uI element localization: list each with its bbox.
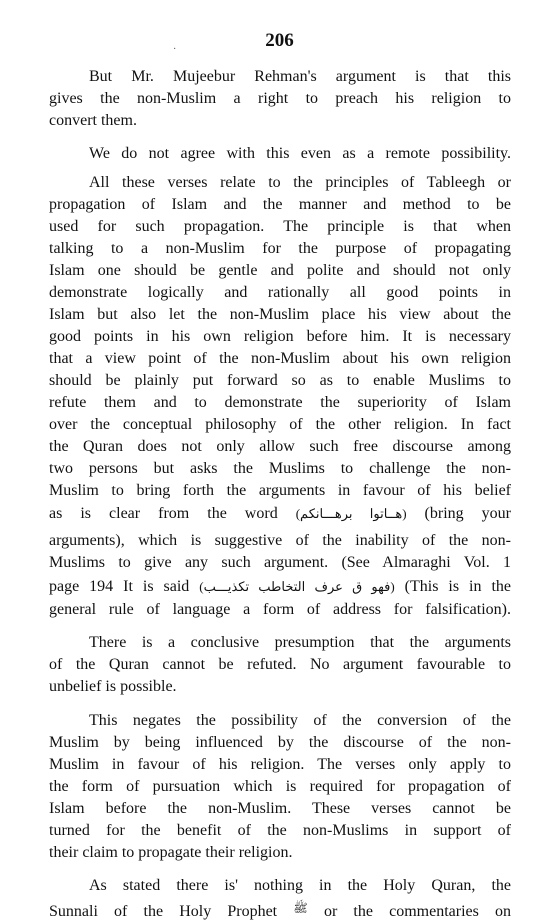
- text-line: Muslim to bring forth the arguments in favour of his belief: [49, 482, 511, 499]
- text-line: propagation of Islam and the manner and method to be: [49, 196, 511, 213]
- honorific-symbol: ﷺ: [293, 901, 308, 915]
- text-line: There is a conclusive presumption that the arguments: [89, 634, 511, 651]
- text-line: refute them and to demonstrate the superiority of Islam: [49, 394, 511, 411]
- text-line: turned for the benefit of the non-Muslims in support of: [49, 822, 511, 839]
- text-line: Islam one should be gentle and polite and should not only: [49, 262, 511, 279]
- text-line: that a view point of the non-Muslim about his own religion: [49, 350, 511, 367]
- text-line: general rule of language a form of address for falsification).: [49, 601, 511, 618]
- arabic-quote: (فهو ق عرف التخاطب تكذيـــب): [199, 579, 395, 594]
- text-line: convert them.: [49, 112, 137, 129]
- line-text: page 194 It is said: [49, 578, 190, 595]
- text-line: unbelief is possible.: [49, 678, 177, 695]
- line-text: or the commentaries on: [323, 903, 512, 920]
- line-text: Sunnali of the Holy Prophet: [49, 903, 278, 920]
- line-text: as is clear from the word: [49, 505, 278, 522]
- text-line: Muslims to give any such argument. (See Almaraghi Vol. 1: [49, 554, 511, 571]
- text-line: over the conceptual philosophy of the other religion. In fact: [49, 416, 511, 433]
- arabic-quote: (هــاتوا برهـــانكم): [295, 506, 407, 521]
- text-line: two persons but asks the Muslims to challenge the non-: [49, 460, 511, 477]
- text-line: This negates the possibility of the conversion of the: [89, 712, 511, 729]
- text-line: talking to a non-Muslim for the purpose of propagating: [49, 240, 511, 257]
- text-line: As stated there is' nothing in the Holy Quran, the: [89, 877, 511, 894]
- text-line: Muslim in favour of his religion. The verses only apply to: [49, 756, 511, 773]
- text-line: [49, 576, 511, 598]
- text-line: used for such propagation. The principle is that when: [49, 218, 511, 235]
- text-line: All these verses relate to the principles of Tableegh or: [89, 174, 511, 191]
- text-line: Islam but also let the non-Muslim place his view about the: [49, 306, 511, 323]
- text-line: Muslim by being influenced by the discourse of the non-: [49, 734, 511, 751]
- line-text: (This is in the: [404, 578, 512, 595]
- text-line: the Quran does not only allow such free discourse among: [49, 438, 511, 455]
- text-line: of the Quran cannot be refuted. No argument favourable to: [49, 656, 511, 673]
- text-line: should be plainly put forward so as to enable Muslims to: [49, 372, 511, 389]
- text-line: arguments), which is suggestive of the inability of the non-: [49, 532, 511, 549]
- text-line: good points in his own religion before him. It is necessary: [49, 328, 511, 345]
- text-line: demonstrate logically and rationally all good points in: [49, 284, 511, 301]
- text-line: But Mr. Mujeebur Rehman's argument is that this: [89, 68, 511, 85]
- text-line: [49, 897, 511, 923]
- text-line: [49, 503, 511, 525]
- page-number: 206: [265, 30, 294, 51]
- text-line: the form of pursuation which is required for propagation of: [49, 778, 511, 795]
- text-line: We do not agree with this even as a remote possibility.: [89, 145, 511, 162]
- speck-mark: ·: [173, 44, 177, 55]
- text-line: their claim to propagate their religion.: [49, 844, 293, 861]
- text-line: Islam before the non-Muslim. These verses cannot be: [49, 800, 511, 817]
- text-line: gives the non-Muslim a right to preach his religion to: [49, 90, 511, 107]
- line-text: (bring your: [424, 505, 511, 522]
